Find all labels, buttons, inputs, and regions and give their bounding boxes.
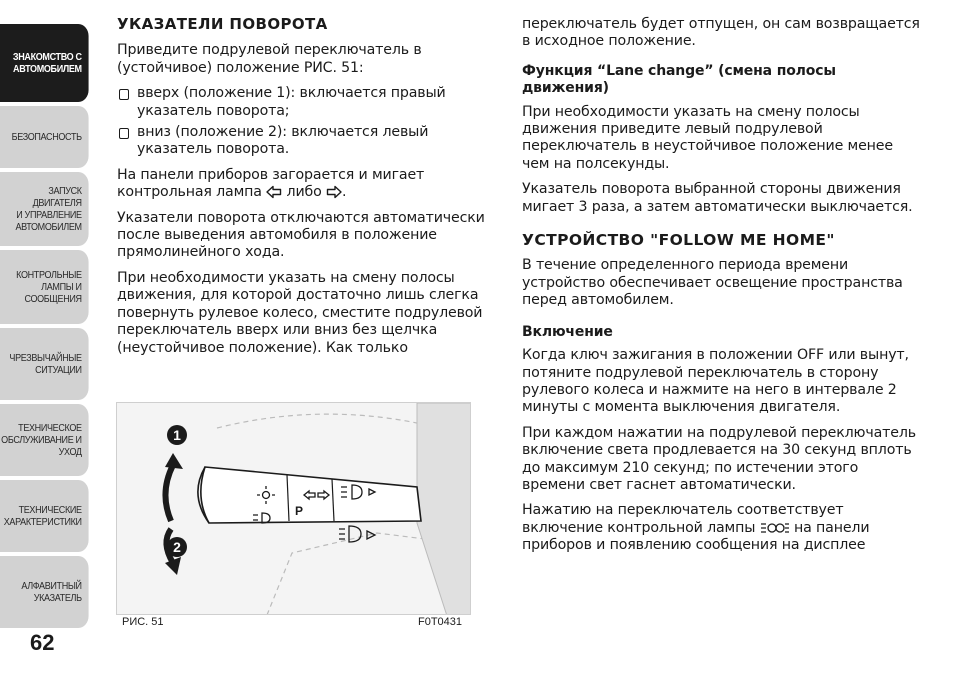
tab-safety[interactable]: БЕЗОПАСНОСТЬ	[0, 106, 89, 168]
paragraph-activation-1: Когда ключ зажигания в положении OFF или вынут, потяните подрулевой переключатель в сторону рулевого колеса и нажмите на него в интервале 2 минуты с момента выключения двигателя.	[522, 347, 909, 416]
paragraph-intro: Приведите подрулевой переключатель в (устойчивое) положение РИС. 51:	[117, 42, 422, 76]
paragraph-activation-3: Нажатию на переключатель соответствует включение контрольной лампы на панели приборов и появлению сообщения на дисплее	[522, 502, 870, 554]
svg-text:1: 1	[173, 427, 181, 443]
paragraph-activation-2: При каждом нажатии на подрулевой переключатель включение света продлевается на 30 секунд вплоть до максимум 210 секунд; по истечении этого времени свет гаснет автоматически.	[522, 424, 916, 493]
tab-maintenance[interactable]: ТЕХНИЧЕСКОЕ ОБСЛУЖИВАНИЕ И УХОД	[0, 404, 89, 476]
tab-starting-and-driving[interactable]: ЗАПУСК ДВИГАТЕЛЯ И УПРАВЛЕНИЕ АВТОМОБИЛЕМ	[0, 172, 89, 246]
paragraph-lane-hint: При необходимости указать на смену полосы движения, для которой достаточно лишь слегка повернуть рулевое колесо, сместите подрулевой переключатель вверх или вниз без щелчка (неустойчивое положение). Как только	[117, 269, 483, 356]
paragraph-continuation: переключатель будет отпущен, он сам возвращается в исходное положение.	[522, 16, 920, 50]
right-column	[522, 16, 922, 563]
tab-emergencies[interactable]: ЧРЕЗВЫЧАЙНЫЕ СИТУАЦИИ	[0, 328, 89, 400]
paragraph-lane-change-1: При необходимости указать на смену полосы движения приведите левый подрулевой переключатель в неустойчивое положение менее чем на полсекунды.	[522, 103, 893, 172]
figure-code: F0T0431	[418, 616, 463, 628]
tab-getting-to-know-car[interactable]: ЗНАКОМСТВО С АВТОМОБИЛЕМ	[0, 24, 89, 102]
figure-stalk-illustration	[116, 402, 471, 615]
section-heading-turn-signals: УКАЗАТЕЛИ ПОВОРОТА	[117, 15, 328, 33]
tab-warning-lights[interactable]: КОНТРОЛЬНЫЕ ЛАМПЫ И СООБЩЕНИЯ	[0, 250, 89, 324]
figure-caption: РИС. 51	[122, 616, 164, 628]
paragraph-auto-off: Указатели поворота отключаются автоматически после выведения автомобиля в положение прямолинейного хода.	[117, 209, 485, 261]
left-arrow-icon	[266, 185, 282, 199]
tab-specifications[interactable]: ТЕХНИЧЕСКИЕ ХАРАКТЕРИСТИКИ	[0, 480, 89, 552]
section-heading-follow-me-home: УСТРОЙСТВО "FOLLOW ME HOME"	[522, 231, 835, 250]
tab-index[interactable]: АЛФАВИТНЫЙ УКАЗАТЕЛЬ	[0, 556, 89, 628]
right-arrow-icon	[326, 185, 342, 199]
bullet-up: вверх (положение 1): включается правый указатель поворота;	[117, 85, 489, 120]
stalk-drawing	[117, 403, 471, 615]
subheading-lane-change: Функция “Lane change” (смена полосы движения)	[522, 62, 836, 97]
follow-me-home-lamp-icon	[760, 521, 790, 535]
subheading-activation: Включение	[522, 323, 613, 340]
left-column	[117, 16, 489, 365]
svg-text:2: 2	[173, 539, 181, 555]
page-number: 62	[30, 630, 55, 655]
bullet-down: вниз (положение 2): включается левый указатель поворота.	[117, 124, 489, 159]
paragraph-lamp: На панели приборов загорается и мигает контрольная лампа либо .	[117, 166, 425, 201]
paragraph-lane-change-2: Указатель поворота выбранной стороны движения мигает 3 раза, а затем автоматически выключается.	[522, 181, 913, 215]
paragraph-fmh-intro: В течение определенного периода времени устройство обеспечивает освещение пространства перед автомобилем.	[522, 257, 903, 309]
svg-text:P: P	[295, 504, 304, 518]
